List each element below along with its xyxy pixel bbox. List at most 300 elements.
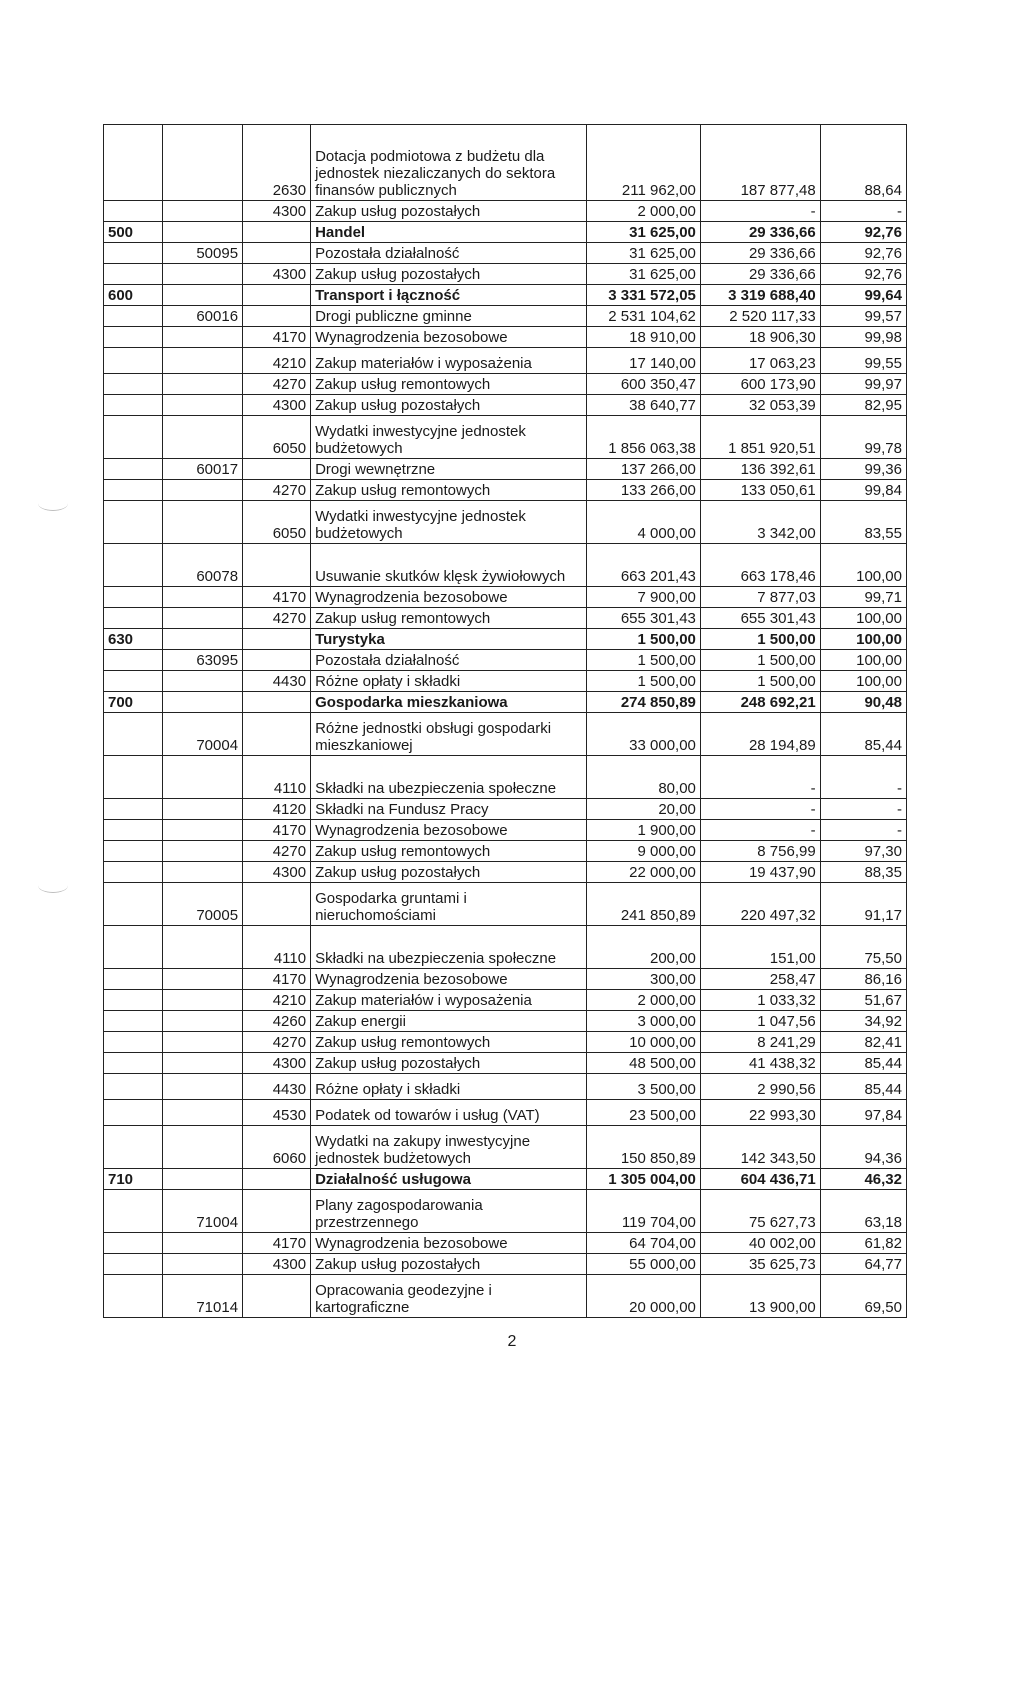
description-cell: Transport i łączność: [311, 285, 587, 306]
executed-amount-cell: 13 900,00: [700, 1275, 820, 1318]
executed-amount-cell: 604 436,71: [700, 1169, 820, 1190]
division-cell: [104, 1233, 163, 1254]
chapter-cell: [162, 1100, 242, 1126]
executed-amount-cell: 17 063,23: [700, 348, 820, 374]
percent-cell: 88,64: [820, 125, 906, 201]
executed-amount-cell: 35 625,73: [700, 1254, 820, 1275]
percent-cell: 99,36: [820, 459, 906, 480]
executed-amount-cell: 32 053,39: [700, 395, 820, 416]
paragraph-cell: 4170: [243, 327, 311, 348]
percent-cell: 100,00: [820, 671, 906, 692]
paragraph-cell: [243, 222, 311, 243]
percent-cell: 88,35: [820, 862, 906, 883]
description-cell: Dotacja podmiotowa z budżetu dla jednostek niezaliczanych do sektora finansów publicznych: [311, 125, 587, 201]
executed-amount-cell: 1 033,32: [700, 990, 820, 1011]
executed-amount-cell: 151,00: [700, 926, 820, 969]
paragraph-cell: 4270: [243, 1032, 311, 1053]
executed-amount-cell: 136 392,61: [700, 459, 820, 480]
chapter-cell: [162, 480, 242, 501]
description-cell: Działalność usługowa: [311, 1169, 587, 1190]
plan-amount-cell: 2 000,00: [587, 201, 701, 222]
paragraph-cell: 4110: [243, 926, 311, 969]
table-row: [104, 1233, 907, 1254]
division-cell: [104, 459, 163, 480]
plan-amount-cell: 31 625,00: [587, 243, 701, 264]
division-cell: [104, 480, 163, 501]
percent-cell: 82,95: [820, 395, 906, 416]
plan-amount-cell: 211 962,00: [587, 125, 701, 201]
plan-amount-cell: 1 500,00: [587, 629, 701, 650]
percent-cell: 85,44: [820, 713, 906, 756]
executed-amount-cell: 663 178,46: [700, 544, 820, 587]
table-row: [104, 1100, 907, 1126]
paragraph-cell: [243, 1275, 311, 1318]
description-cell: Wydatki inwestycyjne jednostek budżetowych: [311, 416, 587, 459]
table-row: [104, 1190, 907, 1233]
table-row: [104, 671, 907, 692]
description-cell: Zakup usług pozostałych: [311, 1254, 587, 1275]
division-cell: [104, 243, 163, 264]
plan-amount-cell: 80,00: [587, 756, 701, 799]
executed-amount-cell: 29 336,66: [700, 243, 820, 264]
section-row: [104, 692, 907, 713]
division-cell: [104, 1126, 163, 1169]
division-cell: [104, 841, 163, 862]
table-row: [104, 608, 907, 629]
percent-cell: 85,44: [820, 1053, 906, 1074]
paragraph-cell: 4270: [243, 374, 311, 395]
chapter-cell: [162, 416, 242, 459]
table-row: [104, 348, 907, 374]
percent-cell: 34,92: [820, 1011, 906, 1032]
percent-cell: -: [820, 799, 906, 820]
table-row: [104, 264, 907, 285]
percent-cell: 99,57: [820, 306, 906, 327]
description-cell: Handel: [311, 222, 587, 243]
percent-cell: 100,00: [820, 608, 906, 629]
paragraph-cell: 4270: [243, 480, 311, 501]
table-row: [104, 926, 907, 969]
paragraph-cell: 4210: [243, 990, 311, 1011]
plan-amount-cell: 150 850,89: [587, 1126, 701, 1169]
plan-amount-cell: 200,00: [587, 926, 701, 969]
division-cell: [104, 587, 163, 608]
chapter-cell: [162, 926, 242, 969]
section-row: [104, 222, 907, 243]
chapter-cell: 71004: [162, 1190, 242, 1233]
percent-cell: 99,98: [820, 327, 906, 348]
paragraph-cell: 4270: [243, 841, 311, 862]
division-cell: [104, 1190, 163, 1233]
table-row: [104, 395, 907, 416]
table-row: [104, 480, 907, 501]
chapter-cell: [162, 395, 242, 416]
paragraph-cell: 4170: [243, 820, 311, 841]
description-cell: Różne opłaty i składki: [311, 1074, 587, 1100]
paragraph-cell: 4300: [243, 1254, 311, 1275]
plan-amount-cell: 20,00: [587, 799, 701, 820]
chapter-cell: [162, 1169, 242, 1190]
percent-cell: 63,18: [820, 1190, 906, 1233]
chapter-cell: [162, 1254, 242, 1275]
executed-amount-cell: 41 438,32: [700, 1053, 820, 1074]
paragraph-cell: 4170: [243, 587, 311, 608]
percent-cell: 69,50: [820, 1275, 906, 1318]
table-row: [104, 501, 907, 544]
chapter-cell: 63095: [162, 650, 242, 671]
percent-cell: 92,76: [820, 222, 906, 243]
plan-amount-cell: 7 900,00: [587, 587, 701, 608]
percent-cell: 91,17: [820, 883, 906, 926]
percent-cell: 100,00: [820, 544, 906, 587]
executed-amount-cell: 2 990,56: [700, 1074, 820, 1100]
percent-cell: 99,71: [820, 587, 906, 608]
division-cell: [104, 883, 163, 926]
executed-amount-cell: 75 627,73: [700, 1190, 820, 1233]
plan-amount-cell: 9 000,00: [587, 841, 701, 862]
paragraph-cell: 4120: [243, 799, 311, 820]
paragraph-cell: 4300: [243, 201, 311, 222]
table-row: [104, 756, 907, 799]
paragraph-cell: [243, 692, 311, 713]
division-cell: [104, 608, 163, 629]
table-row: [104, 587, 907, 608]
division-cell: 710: [104, 1169, 163, 1190]
executed-amount-cell: 19 437,90: [700, 862, 820, 883]
description-cell: Zakup usług remontowych: [311, 1032, 587, 1053]
division-cell: [104, 395, 163, 416]
plan-amount-cell: 241 850,89: [587, 883, 701, 926]
section-row: [104, 285, 907, 306]
paragraph-cell: 4300: [243, 264, 311, 285]
executed-amount-cell: 3 342,00: [700, 501, 820, 544]
chapter-cell: [162, 799, 242, 820]
chapter-cell: [162, 1233, 242, 1254]
plan-amount-cell: 3 500,00: [587, 1074, 701, 1100]
division-cell: [104, 501, 163, 544]
plan-amount-cell: 1 500,00: [587, 671, 701, 692]
chapter-cell: [162, 671, 242, 692]
chapter-cell: [162, 348, 242, 374]
description-cell: Turystyka: [311, 629, 587, 650]
table-row: [104, 862, 907, 883]
paragraph-cell: 4260: [243, 1011, 311, 1032]
description-cell: Drogi publiczne gminne: [311, 306, 587, 327]
executed-amount-cell: 7 877,03: [700, 587, 820, 608]
chapter-cell: [162, 841, 242, 862]
division-cell: [104, 799, 163, 820]
paragraph-cell: [243, 883, 311, 926]
executed-amount-cell: 28 194,89: [700, 713, 820, 756]
division-cell: [104, 544, 163, 587]
percent-cell: 99,84: [820, 480, 906, 501]
percent-cell: 99,64: [820, 285, 906, 306]
executed-amount-cell: 655 301,43: [700, 608, 820, 629]
executed-amount-cell: 220 497,32: [700, 883, 820, 926]
chapter-cell: [162, 1011, 242, 1032]
paragraph-cell: 4110: [243, 756, 311, 799]
plan-amount-cell: 655 301,43: [587, 608, 701, 629]
plan-amount-cell: 2 531 104,62: [587, 306, 701, 327]
percent-cell: 75,50: [820, 926, 906, 969]
chapter-cell: [162, 587, 242, 608]
paragraph-cell: [243, 1169, 311, 1190]
executed-amount-cell: 40 002,00: [700, 1233, 820, 1254]
paragraph-cell: 6050: [243, 416, 311, 459]
division-cell: [104, 306, 163, 327]
table-row: [104, 243, 907, 264]
description-cell: Gospodarka mieszkaniowa: [311, 692, 587, 713]
table-row: [104, 1074, 907, 1100]
executed-amount-cell: 8 756,99: [700, 841, 820, 862]
chapter-cell: [162, 1074, 242, 1100]
chapter-cell: [162, 285, 242, 306]
percent-cell: 83,55: [820, 501, 906, 544]
chapter-cell: [162, 692, 242, 713]
division-cell: [104, 990, 163, 1011]
chapter-cell: [162, 1032, 242, 1053]
plan-amount-cell: 55 000,00: [587, 1254, 701, 1275]
percent-cell: 64,77: [820, 1254, 906, 1275]
division-cell: [104, 1074, 163, 1100]
percent-cell: 100,00: [820, 650, 906, 671]
division-cell: [104, 926, 163, 969]
description-cell: Podatek od towarów i usług (VAT): [311, 1100, 587, 1126]
plan-amount-cell: 31 625,00: [587, 264, 701, 285]
paragraph-cell: [243, 459, 311, 480]
percent-cell: 92,76: [820, 264, 906, 285]
paragraph-cell: [243, 285, 311, 306]
chapter-cell: [162, 990, 242, 1011]
percent-cell: -: [820, 820, 906, 841]
division-cell: [104, 201, 163, 222]
chapter-cell: 60078: [162, 544, 242, 587]
executed-amount-cell: 18 906,30: [700, 327, 820, 348]
plan-amount-cell: 1 856 063,38: [587, 416, 701, 459]
percent-cell: 85,44: [820, 1074, 906, 1100]
paragraph-cell: 4430: [243, 671, 311, 692]
division-cell: [104, 1100, 163, 1126]
percent-cell: 90,48: [820, 692, 906, 713]
executed-amount-cell: 1 851 920,51: [700, 416, 820, 459]
table-row: [104, 841, 907, 862]
description-cell: Zakup materiałów i wyposażenia: [311, 348, 587, 374]
division-cell: [104, 1275, 163, 1318]
executed-amount-cell: 258,47: [700, 969, 820, 990]
description-cell: Zakup usług pozostałych: [311, 862, 587, 883]
percent-cell: 82,41: [820, 1032, 906, 1053]
executed-amount-cell: 600 173,90: [700, 374, 820, 395]
table-row: [104, 713, 907, 756]
plan-amount-cell: 10 000,00: [587, 1032, 701, 1053]
plan-amount-cell: 663 201,43: [587, 544, 701, 587]
table-row: [104, 990, 907, 1011]
section-row: [104, 629, 907, 650]
description-cell: Opracowania geodezyjne i kartograficzne: [311, 1275, 587, 1318]
percent-cell: 92,76: [820, 243, 906, 264]
description-cell: Gospodarka gruntami i nieruchomościami: [311, 883, 587, 926]
paragraph-cell: 4170: [243, 1233, 311, 1254]
chapter-cell: 70004: [162, 713, 242, 756]
division-cell: [104, 820, 163, 841]
plan-amount-cell: 17 140,00: [587, 348, 701, 374]
paragraph-cell: [243, 306, 311, 327]
plan-amount-cell: 31 625,00: [587, 222, 701, 243]
table-row: [104, 1126, 907, 1169]
plan-amount-cell: 600 350,47: [587, 374, 701, 395]
table-row: [104, 1011, 907, 1032]
table-row: [104, 1053, 907, 1074]
division-cell: [104, 1032, 163, 1053]
chapter-cell: [162, 756, 242, 799]
division-cell: [104, 756, 163, 799]
plan-amount-cell: 274 850,89: [587, 692, 701, 713]
executed-amount-cell: 187 877,48: [700, 125, 820, 201]
paragraph-cell: [243, 629, 311, 650]
chapter-cell: [162, 501, 242, 544]
paragraph-cell: 4210: [243, 348, 311, 374]
percent-cell: 99,55: [820, 348, 906, 374]
chapter-cell: 60017: [162, 459, 242, 480]
plan-amount-cell: 300,00: [587, 969, 701, 990]
division-cell: [104, 1011, 163, 1032]
percent-cell: 99,78: [820, 416, 906, 459]
plan-amount-cell: 4 000,00: [587, 501, 701, 544]
plan-amount-cell: 137 266,00: [587, 459, 701, 480]
description-cell: Wynagrodzenia bezosobowe: [311, 969, 587, 990]
paragraph-cell: 4430: [243, 1074, 311, 1100]
table-row: [104, 650, 907, 671]
description-cell: Zakup usług remontowych: [311, 608, 587, 629]
executed-amount-cell: -: [700, 756, 820, 799]
plan-amount-cell: 48 500,00: [587, 1053, 701, 1074]
executed-amount-cell: 133 050,61: [700, 480, 820, 501]
description-cell: Zakup usług pozostałych: [311, 395, 587, 416]
plan-amount-cell: 3 331 572,05: [587, 285, 701, 306]
division-cell: 700: [104, 692, 163, 713]
description-cell: Pozostała działalność: [311, 243, 587, 264]
paragraph-cell: [243, 544, 311, 587]
plan-amount-cell: 64 704,00: [587, 1233, 701, 1254]
paragraph-cell: 4270: [243, 608, 311, 629]
paragraph-cell: 4300: [243, 395, 311, 416]
percent-cell: 51,67: [820, 990, 906, 1011]
description-cell: Wydatki inwestycyjne jednostek budżetowych: [311, 501, 587, 544]
division-cell: 600: [104, 285, 163, 306]
table-row: [104, 969, 907, 990]
percent-cell: 94,36: [820, 1126, 906, 1169]
description-cell: Zakup energii: [311, 1011, 587, 1032]
table-row: [104, 820, 907, 841]
table-row: [104, 459, 907, 480]
executed-amount-cell: 142 343,50: [700, 1126, 820, 1169]
plan-amount-cell: 1 305 004,00: [587, 1169, 701, 1190]
executed-amount-cell: 22 993,30: [700, 1100, 820, 1126]
plan-amount-cell: 18 910,00: [587, 327, 701, 348]
description-cell: Wynagrodzenia bezosobowe: [311, 1233, 587, 1254]
paragraph-cell: [243, 650, 311, 671]
description-cell: Wynagrodzenia bezosobowe: [311, 820, 587, 841]
table-row: [104, 327, 907, 348]
executed-amount-cell: -: [700, 201, 820, 222]
plan-amount-cell: 2 000,00: [587, 990, 701, 1011]
executed-amount-cell: 2 520 117,33: [700, 306, 820, 327]
paragraph-cell: 4300: [243, 862, 311, 883]
description-cell: Pozostała działalność: [311, 650, 587, 671]
executed-amount-cell: 1 500,00: [700, 629, 820, 650]
plan-amount-cell: 3 000,00: [587, 1011, 701, 1032]
scan-artifact: [38, 496, 68, 511]
description-cell: Składki na ubezpieczenia społeczne: [311, 756, 587, 799]
executed-amount-cell: 1 047,56: [700, 1011, 820, 1032]
percent-cell: 46,32: [820, 1169, 906, 1190]
description-cell: Zakup materiałów i wyposażenia: [311, 990, 587, 1011]
description-cell: Zakup usług pozostałych: [311, 264, 587, 285]
description-cell: Zakup usług remontowych: [311, 374, 587, 395]
executed-amount-cell: 248 692,21: [700, 692, 820, 713]
table-row: [104, 1032, 907, 1053]
chapter-cell: [162, 629, 242, 650]
plan-amount-cell: 22 000,00: [587, 862, 701, 883]
executed-amount-cell: -: [700, 820, 820, 841]
chapter-cell: [162, 374, 242, 395]
description-cell: Zakup usług pozostałych: [311, 1053, 587, 1074]
division-cell: [104, 348, 163, 374]
division-cell: [104, 713, 163, 756]
description-cell: Zakup usług pozostałych: [311, 201, 587, 222]
description-cell: Zakup usług remontowych: [311, 480, 587, 501]
percent-cell: 99,97: [820, 374, 906, 395]
paragraph-cell: [243, 713, 311, 756]
description-cell: Różne jednostki obsługi gospodarki mieszkaniowej: [311, 713, 587, 756]
description-cell: Składki na ubezpieczenia społeczne: [311, 926, 587, 969]
executed-amount-cell: 1 500,00: [700, 671, 820, 692]
chapter-cell: [162, 327, 242, 348]
division-cell: [104, 416, 163, 459]
chapter-cell: [162, 608, 242, 629]
section-row: [104, 1169, 907, 1190]
percent-cell: 61,82: [820, 1233, 906, 1254]
chapter-cell: [162, 1053, 242, 1074]
plan-amount-cell: 23 500,00: [587, 1100, 701, 1126]
executed-amount-cell: 3 319 688,40: [700, 285, 820, 306]
percent-cell: 86,16: [820, 969, 906, 990]
division-cell: [104, 374, 163, 395]
percent-cell: -: [820, 201, 906, 222]
description-cell: Plany zagospodarowania przestrzennego: [311, 1190, 587, 1233]
percent-cell: 97,84: [820, 1100, 906, 1126]
chapter-cell: [162, 222, 242, 243]
table-row: [104, 125, 907, 201]
paragraph-cell: 6060: [243, 1126, 311, 1169]
description-cell: Wynagrodzenia bezosobowe: [311, 327, 587, 348]
chapter-cell: [162, 125, 242, 201]
table-row: [104, 883, 907, 926]
description-cell: Składki na Fundusz Pracy: [311, 799, 587, 820]
plan-amount-cell: 1 900,00: [587, 820, 701, 841]
page-number: 2: [507, 1333, 517, 1350]
plan-amount-cell: 119 704,00: [587, 1190, 701, 1233]
description-cell: Wynagrodzenia bezosobowe: [311, 587, 587, 608]
description-cell: Różne opłaty i składki: [311, 671, 587, 692]
paragraph-cell: 4170: [243, 969, 311, 990]
chapter-cell: [162, 201, 242, 222]
paragraph-cell: [243, 1190, 311, 1233]
division-cell: [104, 125, 163, 201]
division-cell: [104, 650, 163, 671]
executed-amount-cell: 29 336,66: [700, 264, 820, 285]
chapter-cell: 71014: [162, 1275, 242, 1318]
